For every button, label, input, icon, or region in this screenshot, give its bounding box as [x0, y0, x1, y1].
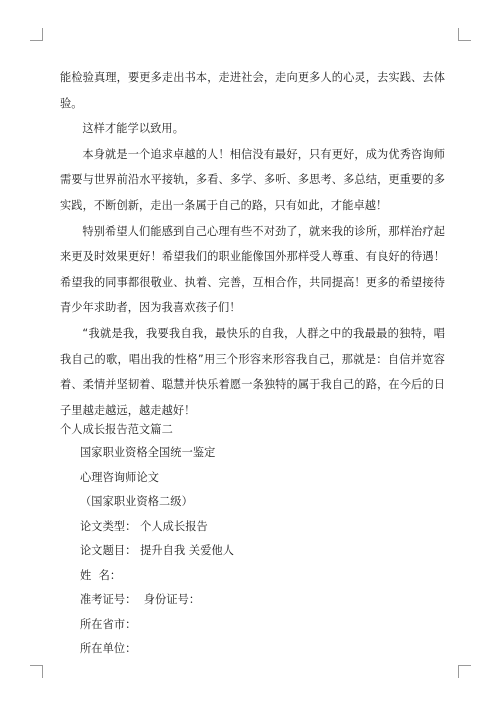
cover-line: 心理咨询师论文 [80, 470, 160, 484]
crop-mark-top-right [458, 28, 471, 41]
paragraph: 能检验真理，要更多走出书本，走进社会，走向更多人的心灵，去实践、去体验。 [60, 71, 445, 110]
paragraph: 本身就是一个追求卓越的人！相信没有最好，只有更好，成为优秀咨询师需要与世界前沿水平接轨，多看、多学、多听、多思考、多总结，更重要的多实践，不断创新，走出一条属于自己的路，只有如此，才能卓越！ [60, 147, 445, 212]
thesis-cover-info [60, 441, 445, 662]
crop-mark-bottom-right [458, 665, 471, 678]
crop-mark-top-left [30, 28, 43, 41]
cover-line: 论文题目： 提升自我 关爱他人 [80, 544, 235, 558]
section-heading: 个人成长报告范文篇二 [60, 423, 173, 437]
cover-line: 国家职业资格全国统一鉴定 [80, 446, 216, 460]
cover-line: 所在省市： [80, 617, 137, 631]
paragraph: 这样才能学以致用。 [82, 122, 184, 136]
cover-line: 准考证号： 身份证号： [80, 593, 201, 607]
cover-line: （国家职业资格二级） [80, 495, 193, 509]
paragraph: “我就是我，我要我自我，最快乐的自我，人群之中的我最最的独特，唱我自己的歌，唱出我的性格”用三个形容来形容我自己，那就是：自信并宽容着、柔情并坚韧着、聪慧并快乐着愿一条独特的属于我自己的路，在今后的日子里越走越远，越走越好！ [60, 326, 445, 417]
crop-mark-bottom-left [30, 665, 43, 678]
cover-line: 论文类型： 个人成长报告 [80, 519, 208, 533]
paragraph: 特别希望人们能感到自己心理有些不对劲了，就来我的诊所，那样治疗起来更及时效果更好！希望我们的职业能像国外那样受人尊重、有良好的待遇！希望我的同事都很敬业、执着、完善，互相合作，共同提高！更多的希望接待青少年求助者，因为我喜欢孩子们！ [60, 224, 445, 315]
document-body [60, 65, 445, 662]
cover-line: 所在单位： [80, 642, 137, 656]
cover-line: 姓 名： [80, 568, 122, 582]
